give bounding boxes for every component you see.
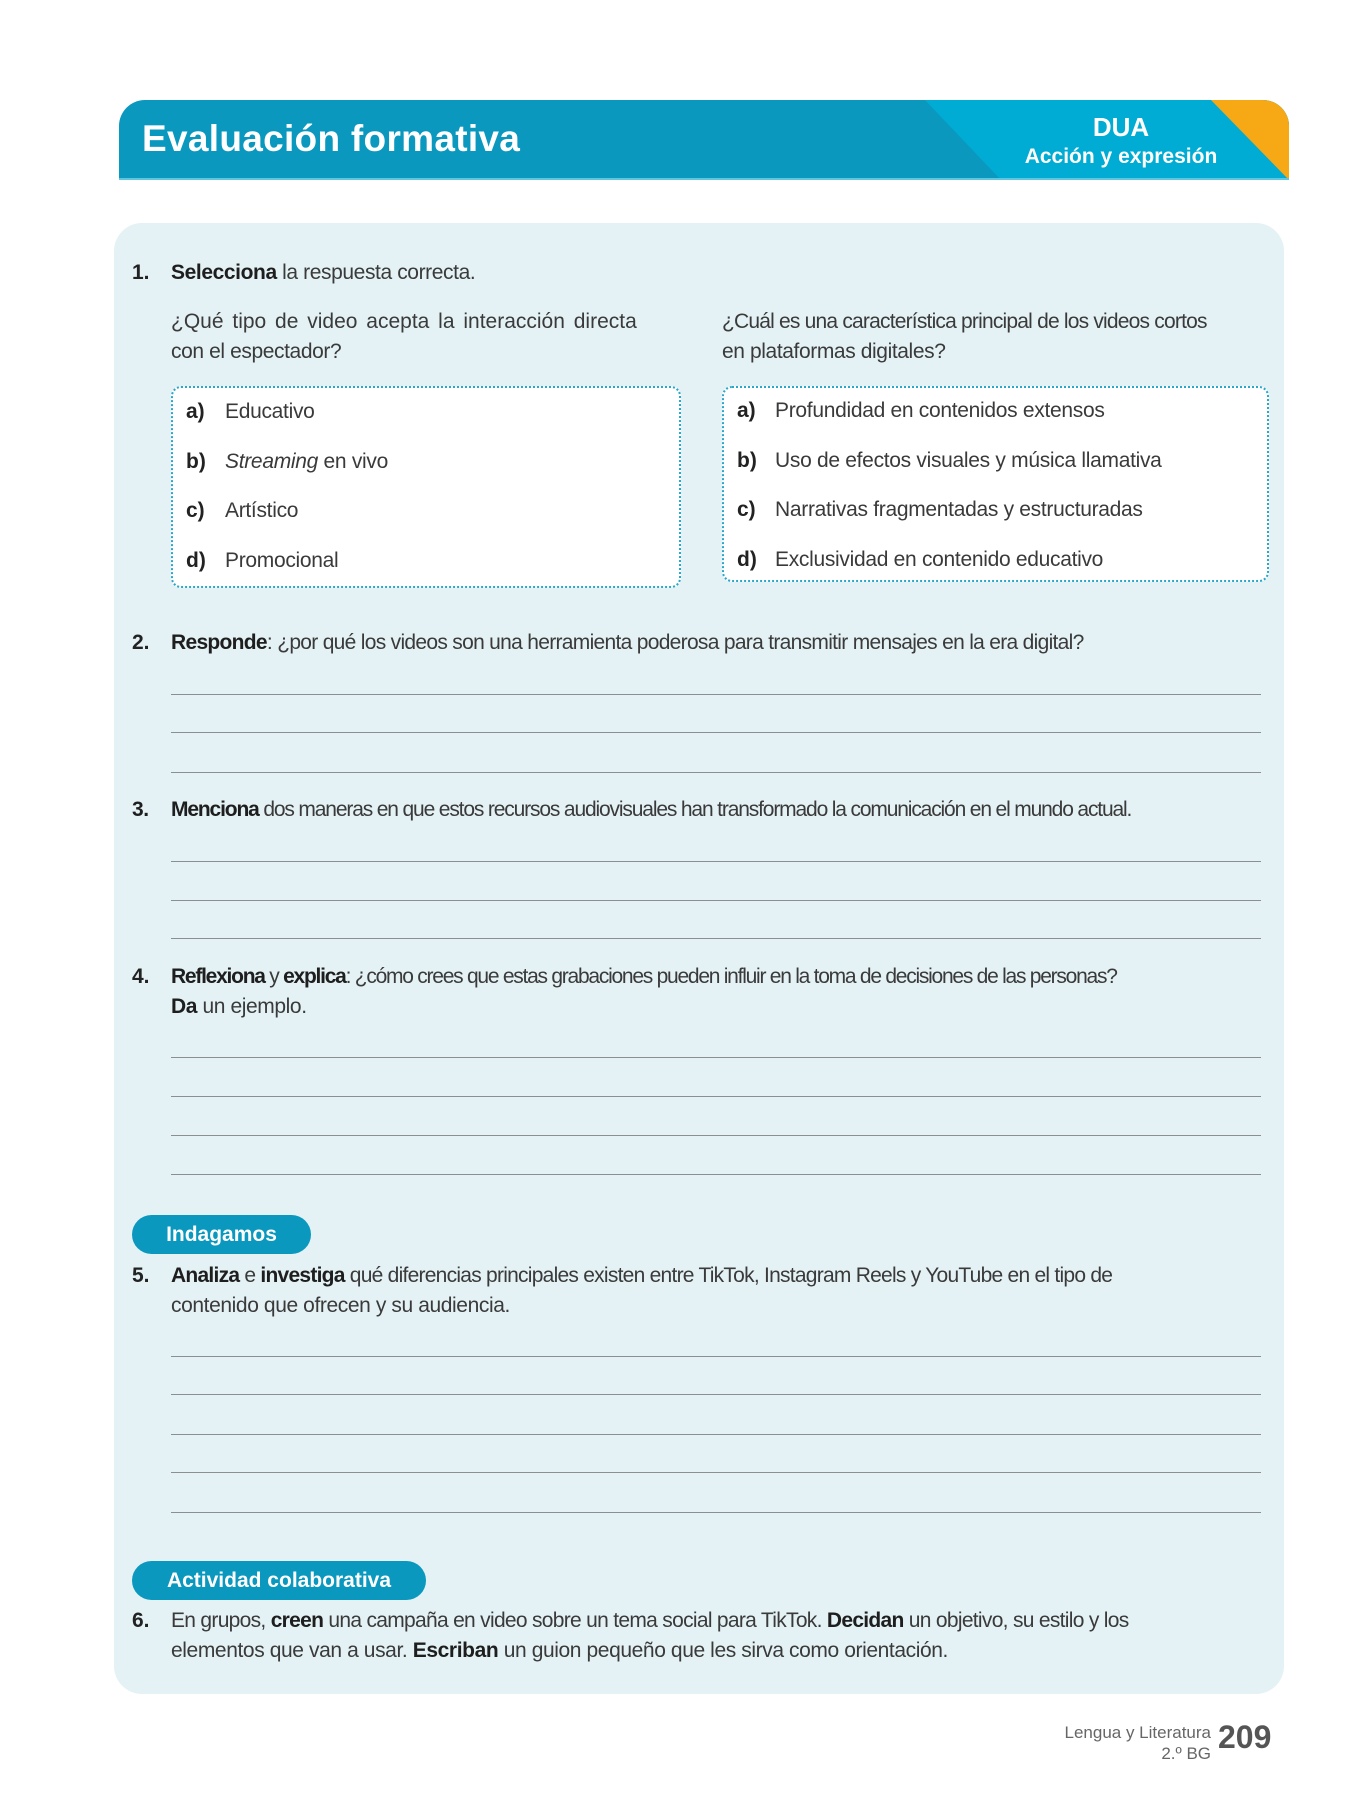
instruction-verb: Analiza <box>171 1264 240 1287</box>
option-letter: c) <box>737 498 756 521</box>
option-text-italic: Streaming <box>225 450 319 473</box>
answer-line[interactable] <box>171 1057 1261 1058</box>
subquestion-right-line2: en plataformas digitales? <box>722 340 946 363</box>
section-label-indagamos: Indagamos <box>132 1215 311 1254</box>
prompt-text: : ¿cómo crees que estas grabaciones pueden influir en la toma de decisiones de las personas? <box>345 965 1117 988</box>
subquestion-left-line2: con el espectador? <box>171 340 342 363</box>
footer-subject: Lengua y Literatura <box>1064 1723 1211 1742</box>
subquestion-right-line1: ¿Cuál es una característica principal de los videos cortos <box>722 310 1207 333</box>
prompt-text: : ¿por qué los videos son una herramienta poderosa para transmitir mensajes en la era digital? <box>266 631 1084 654</box>
question-4-prompt-line2 <box>171 992 307 1022</box>
question-4-prompt <box>171 962 1117 992</box>
option-letter: b) <box>186 450 206 473</box>
prompt-text: y <box>264 965 284 988</box>
question-2-prompt <box>171 628 1084 658</box>
answer-line[interactable] <box>171 772 1261 773</box>
option-letter: c) <box>186 499 205 522</box>
prompt-text: un ejemplo. <box>197 995 307 1018</box>
answer-line[interactable] <box>171 1394 1261 1395</box>
answer-line[interactable] <box>171 1135 1261 1136</box>
answer-line[interactable] <box>171 861 1261 862</box>
prompt-text: En grupos, <box>171 1609 271 1632</box>
section-label-colaborativa: Actividad colaborativa <box>132 1561 426 1600</box>
prompt-text: un guion pequeño que les sirva como orientación. <box>498 1639 948 1662</box>
answer-line[interactable] <box>171 1472 1261 1473</box>
instruction-verb: explica <box>283 965 346 988</box>
option-text: Educativo <box>225 400 315 423</box>
answer-line[interactable] <box>171 938 1261 939</box>
instruction-verb: creen <box>270 1609 324 1632</box>
prompt-text: qué diferencias principales existen entre TikTok, Instagram Reels y YouTube en el tipo de <box>344 1264 1113 1287</box>
dua-badge-subtitle: Acción y expresión <box>1024 145 1218 168</box>
instruction-verb: Escriban <box>412 1639 499 1662</box>
question-3-prompt <box>171 795 1131 825</box>
prompt-text: la respuesta correcta. <box>276 261 476 284</box>
number-text: 3. <box>132 798 149 821</box>
prompt-text: dos maneras en que estos recursos audiovisuales han transformado la comunicación en el mundo actual. <box>258 798 1132 821</box>
footer-grade: 2.º BG <box>1161 1744 1211 1763</box>
prompt-text: una campaña en video sobre un tema social para TikTok. <box>323 1609 827 1632</box>
option-text: Narrativas fragmentadas y estructuradas <box>775 498 1143 521</box>
answer-line[interactable] <box>171 1356 1261 1357</box>
instruction-verb: Da <box>171 995 198 1018</box>
answer-line[interactable] <box>171 900 1261 901</box>
instruction-verb: Menciona <box>171 798 259 821</box>
option-letter: a) <box>186 400 205 423</box>
question-number: 2. <box>132 631 150 654</box>
option-text: Artístico <box>225 499 299 522</box>
question-number: 6. <box>132 1609 150 1632</box>
instruction-verb: Selecciona <box>171 261 277 284</box>
answer-line[interactable] <box>171 1434 1261 1435</box>
option-text: Uso de efectos visuales y música llamativa <box>775 449 1162 472</box>
question-5-prompt-line2: contenido que ofrecen y su audiencia. <box>171 1294 510 1317</box>
option-text: Promocional <box>225 549 339 572</box>
page-title: Evaluación formativa <box>142 118 521 159</box>
prompt-text: e <box>239 1264 261 1287</box>
answer-line[interactable] <box>171 1174 1261 1175</box>
question-number: 1. <box>132 261 150 284</box>
header-underline <box>119 178 1289 180</box>
answer-line[interactable] <box>171 1096 1261 1097</box>
option-text-rest: en vivo <box>318 450 388 473</box>
prompt-text: un objetivo, su estilo y los <box>903 1609 1129 1632</box>
option-letter: b) <box>737 449 757 472</box>
question-1-prompt <box>171 258 475 288</box>
section-header <box>119 100 1289 180</box>
prompt-text: elementos que van a usar. <box>171 1639 413 1662</box>
option-letter: d) <box>737 548 757 571</box>
instruction-verb: Decidan <box>826 1609 904 1632</box>
instruction-verb: Responde <box>171 631 267 654</box>
answer-line[interactable] <box>171 694 1261 695</box>
option-letter: a) <box>737 399 756 422</box>
subquestion-left-line1: ¿Qué tipo de video acepta la interacción directa <box>171 310 637 333</box>
option-letter: d) <box>186 549 206 572</box>
option-text: Profundidad en contenidos extensos <box>775 399 1105 422</box>
question-number <box>132 795 149 825</box>
option-text <box>225 447 388 477</box>
question-number: 5. <box>132 1264 150 1287</box>
dua-badge-title: DUA <box>1092 112 1150 142</box>
question-5-prompt <box>171 1261 1112 1291</box>
question-6-prompt <box>171 1606 1129 1636</box>
instruction-verb: Reflexiona <box>171 965 265 988</box>
question-6-prompt-line2 <box>171 1636 948 1666</box>
instruction-verb: investiga <box>260 1264 345 1287</box>
answer-line[interactable] <box>171 1512 1261 1513</box>
option-text: Exclusividad en contenido educativo <box>775 548 1104 571</box>
question-number: 4. <box>132 965 150 988</box>
answer-line[interactable] <box>171 732 1261 733</box>
page-number: 209 <box>1218 1719 1272 1755</box>
